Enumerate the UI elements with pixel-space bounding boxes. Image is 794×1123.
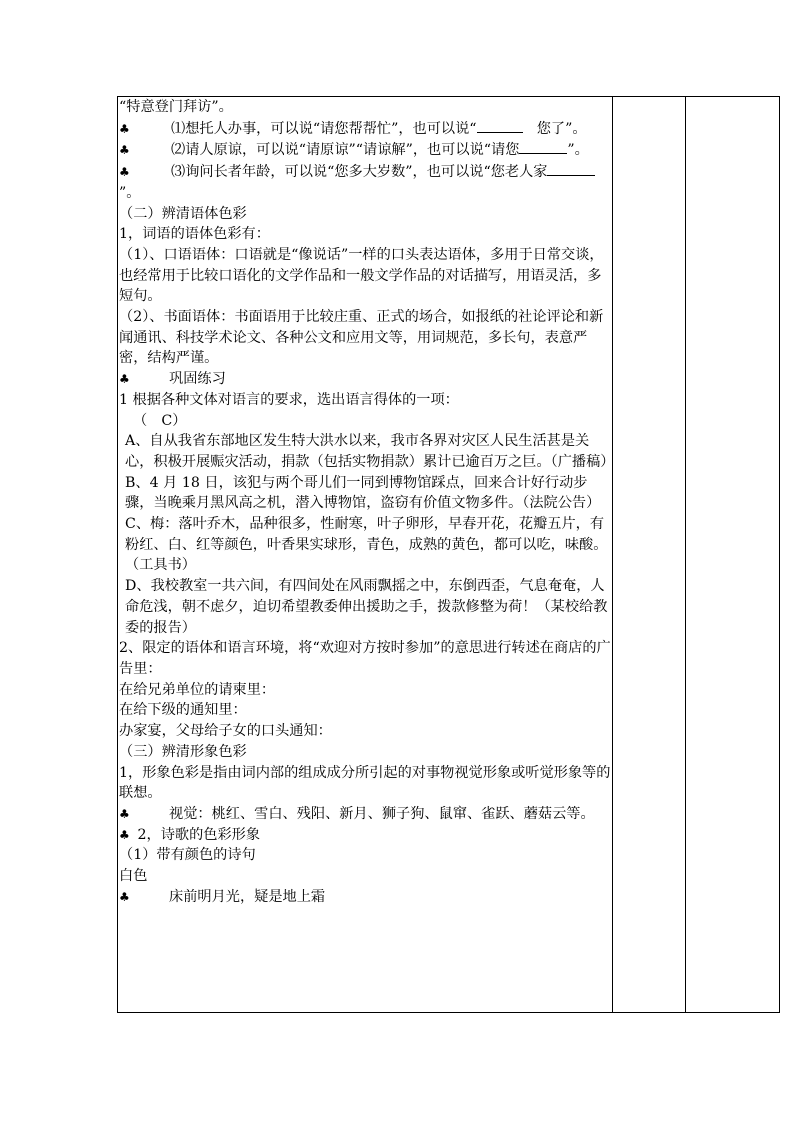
text-line: （1）带有颜色的诗句 (119, 847, 256, 864)
answer: （ C） (133, 412, 187, 429)
text-line: ♣ ⑴想托人办事，可以说“请您帮帮忙”，也可以说“ 您了”。 (119, 118, 612, 140)
question: 1 根据各种文体对语言的要求，选出语言得体的一项： (119, 391, 459, 408)
text-line: 在给兄弟单位的请柬里： (119, 681, 276, 698)
fill-blank (519, 139, 567, 154)
option-a: A、自从我省东部地区发生特大洪水以来，我市各界对灾区人民生活甚是关心，积极开展赈灾活动，捐款（包括实物捐款）累计已逾百万之巨。（广播稿） (125, 433, 615, 470)
section-heading: （三）辨清形象色彩 (119, 743, 247, 760)
paragraph: （1）、口语语体：口语就是“像说话”一样的口头表达语体，多用于日常交谈，也经常用于比较口语化的文学作品和一般文学作品的对话描写，用语灵活，多短句。 (119, 246, 604, 305)
text-line: 在给下级的通知里： (119, 702, 247, 719)
text-line: ♣ ⑵请人原谅，可以说“请原谅”“请谅解”，也可以说“请您 ”。 (119, 139, 612, 161)
paragraph: （2）、书面语体：书面语用于比较庄重、正式的场合，如报纸的社论评论和新闻通讯、科技学术论文、各种公文和应用文等，用词规范，多长句，表意严密，结构严谨。 (119, 309, 604, 367)
text-line: ♣ 巩固练习 (119, 369, 612, 390)
club-icon: ♣ (119, 121, 130, 136)
paragraph: 1，形象色彩是指由词内部的组成成分所引起的对事物视觉形象或听觉形象等的联想。 (119, 764, 611, 802)
text-line: ♣ ⑶询问长者年龄，可以说“您多大岁数”，也可以说“您老人家”。 (119, 161, 612, 203)
club-icon: ♣ (119, 143, 130, 158)
club-icon: ♣ (119, 827, 130, 842)
option-d: D、我校教室一共六间，有四间处在风雨飘摇之中，东倒西歪，气息奄奄，人命危浅，朝不虑夕，迫切希望教委伸出援助之手，拨款修整为荷！（某校给教委的报告） (125, 578, 608, 636)
section-heading: （二）辨清语体色彩 (119, 205, 247, 222)
column-divider-2 (685, 97, 686, 1012)
main-text-column (119, 97, 615, 907)
text-line: “特意登门拜访”。 (119, 99, 233, 115)
text-line: 办家宴，父母给子女的口头通知： (119, 723, 332, 740)
club-icon: ♣ (119, 372, 130, 387)
text-line: 白色 (119, 868, 148, 885)
option-b: B、4 月 18 日，该犯与两个哥儿们一同到博物馆踩点，回来合计好行动步骤，当晚乘月黑风高之机，潜入博物馆，盗窃有价值文物多件。（法院公告） (125, 474, 601, 512)
text-line: ♣ 床前明月光，疑是地上霜 (119, 887, 612, 908)
text-line: 1，词语的语体色彩有： (119, 226, 270, 243)
option-c: C、梅：落叶乔木，品种很多，性耐寒，叶子卵形，早春开花，花瓣五片，有粉红、白、红等颜色，叶香果实球形，青色，成熟的黄色，都可以吃，味酸。（工具书） (125, 516, 608, 574)
column-divider-1 (612, 97, 613, 1012)
text-line: ♣ 视觉：桃红、雪白、残阳、新月、狮子狗、鼠窜、雀跃、蘑菇云等。 (119, 804, 612, 825)
club-icon: ♣ (119, 165, 130, 180)
club-icon: ♣ (119, 806, 130, 821)
fill-blank (547, 161, 595, 176)
fill-blank (477, 118, 523, 133)
text-line: ♣ 2，诗歌的色彩形象 (119, 825, 612, 846)
question: 2、限定的语体和语言环境，将“欢迎对方按时参加”的意思进行转述在商店的广告里： (119, 640, 611, 677)
club-icon: ♣ (119, 889, 130, 904)
